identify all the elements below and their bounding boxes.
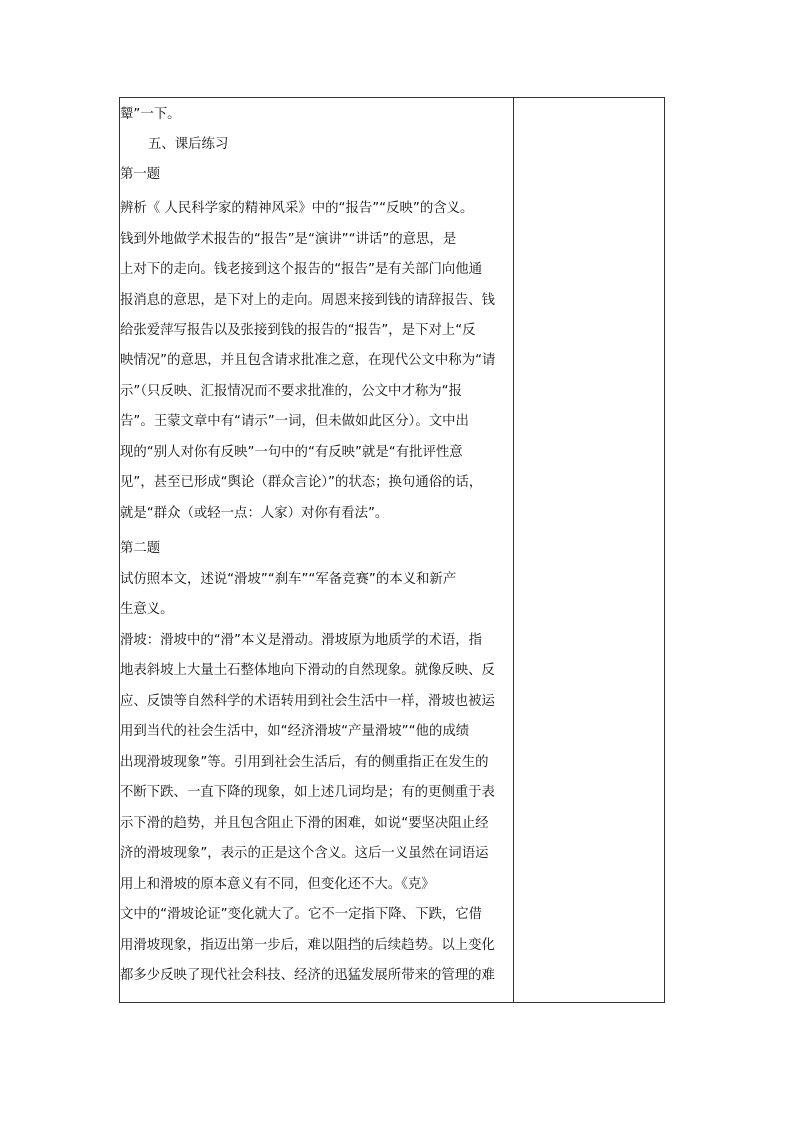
text-line: 现的“别人对你有反映”一句中的“有反映”就是“有批评性意 <box>120 445 463 460</box>
question-heading: 第二题 <box>120 541 161 556</box>
document-table <box>119 97 665 1003</box>
text-line: 用滑坡现象，指迈出第一步后，难以阻挡的后续趋势。以上变化 <box>120 938 495 953</box>
text-line: 颦”一下。 <box>120 107 181 122</box>
text-line: 出现滑坡现象”等。引用到社会生活后，有的侧重指正在发生的 <box>120 755 489 770</box>
text-line: 见”，甚至已形成“舆论（群众言论）”的状态；换句通俗的话， <box>120 475 483 490</box>
text-line: 示下滑的趋势，并且包含阻止下滑的困难，如说“要坚决阻止经 <box>120 816 489 831</box>
text-line: 给张爱萍写报告以及张接到钱的报告的“报告”，是下对上“反 <box>120 323 476 338</box>
text-line: 试仿照本文，述说“滑坡”“刹车”“军备竞赛”的本义和新产 <box>120 572 457 587</box>
text-line: 用上和滑坡的原本意义有不同，但变化还不大。《克》 <box>120 877 435 892</box>
text-line: 不断下跌、一直下降的现象，如上述几词均是；有的更侧重于表 <box>120 785 495 800</box>
text-line: 滑坡：滑坡中的“滑”本义是滑动。滑坡原为地质学的术语，指 <box>120 633 483 648</box>
text-line: 地表斜坡上大量土石整体地向下滑动的自然现象。就像反映、反 <box>120 663 495 678</box>
text-line: 生意义。 <box>120 602 174 617</box>
text-line: 用到当代的社会生活中，如“经济滑坡“产量滑坡”“他的成绩 <box>120 724 470 739</box>
text-line: 告”。王蒙文章中有“请示”一词，但未做如此区分）。文中出 <box>120 414 469 429</box>
text-line: 报消息的意思，是下对上的走向。周恩来接到钱的请辞报告、钱 <box>120 293 495 308</box>
text-line: 济的滑坡现象”，表示的正是这个含义。这后一义虽然在词语运 <box>120 846 489 861</box>
text-line: 应、反馈等自然科学的术语转用到社会生活中一样，滑坡也被运 <box>120 694 495 709</box>
question-heading: 第一题 <box>120 167 161 182</box>
text-line: 就是“群众（或轻一点：人家）对你有看法”。 <box>120 506 389 521</box>
text-line: 辨析《 人民科学家的精神风采》中的“报告”“反映”的含义。 <box>120 201 474 216</box>
text-line: 映情况”的意思，并且包含请求批准之意，在现代公文中称为“请 <box>120 353 496 368</box>
section-heading: 五、课后练习 <box>148 137 229 152</box>
text-line: 上对下的走向。钱老接到这个报告的“报告”是有关部门向他通 <box>120 262 483 277</box>
text-line: 示”（只反映、汇报情况而不要求批准的，公文中才称为“报 <box>120 384 462 399</box>
column-divider <box>513 98 514 1002</box>
text-line: 钱到外地做学术报告的“报告”是“演讲”“讲话”的意思，是 <box>120 232 457 247</box>
text-line: 都多少反映了现代社会科技、经济的迅猛发展所带来的管理的难 <box>120 968 495 983</box>
content-cell <box>120 98 513 1002</box>
text-line: 文中的“滑坡论证”变化就大了。它不一定指下降、下跌，它借 <box>120 907 483 922</box>
